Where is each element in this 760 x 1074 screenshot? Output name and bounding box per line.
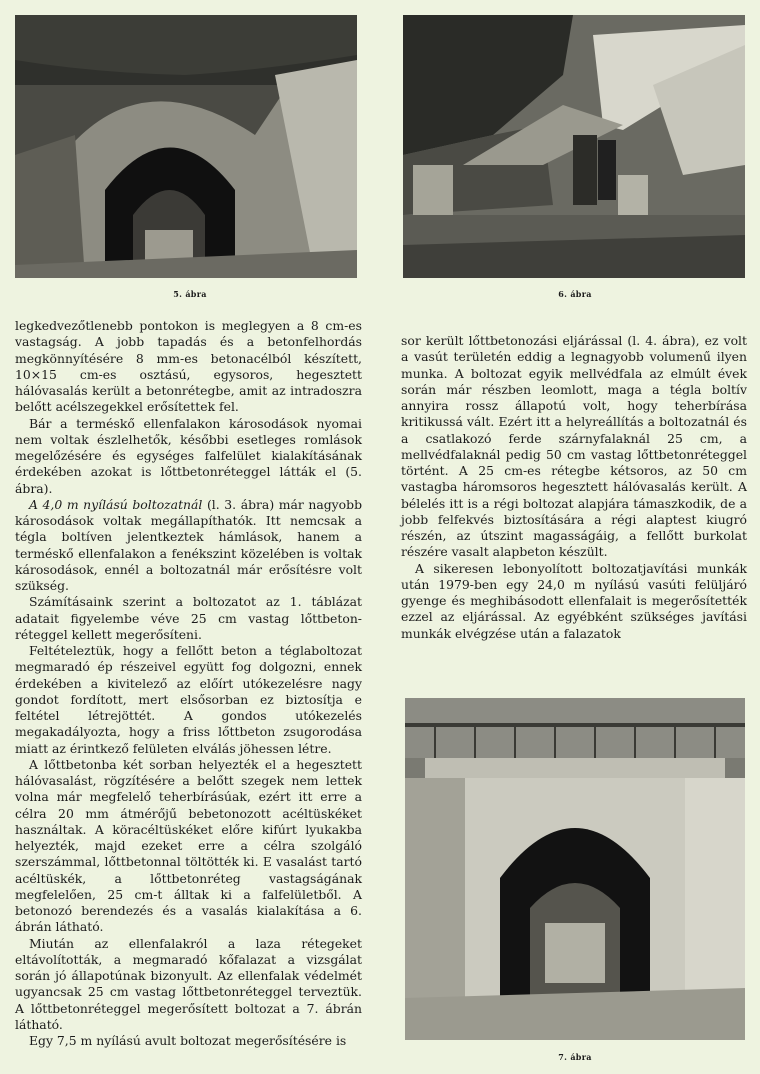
right-text-column	[401, 333, 747, 642]
paragraph: A lőttbetonba két sorban helyezték el a hegesztett hálóvasalást, rögzítésére a belőtt szegek nem lettek volna már megfelelő teherbírásúak, ezért itt erre a célra 20 mm átmérőjű bebetonozott acéltüskéket használtak. A köracéltüskéket előre kifúrt lyukakba helyezték, majd ezeket erre a célra szolgáló szerszámmal, lőttbetonnal töltötték ki. E vasalást tartó acéltüskék, a lőttbetonréteg vastagságának megfelelően, 25 cm-t álltak ki a falfelületből. A betonozó berendezés és a vasalás kialakítása a 6. ábrán látható.	[15, 756, 362, 935]
figure-7-photo	[405, 698, 745, 1040]
paragraph: legkedvezőtlenebb pontokon is meglegyen a 8 cm-es vastagság. A jobb tapadás és a betonfelhordás megkönnyítésére 8 mm-es betonacélból készített, 10×15 cm-es osztású, egysoros, hegesztett hálóvasalás került a betonrétegbe, amit az intradoszra belőtt acélszegekkel erősítettek fel.	[15, 318, 362, 415]
paragraph: Feltételeztük, hogy a fellőtt beton a téglaboltozat megmaradó ép részeivel együtt fog dolgozni, ennek érdekében a kivitelező az előírt utókezelésre nagy gondot fordított, mert elsősorban ez biztosítja e feltétel létrejöttét. A gondos utókezelés megakadályozta, hogy a friss lőttbeton zsugorodása miatt az érintkező felületen elválás jöhessen létre.	[15, 643, 362, 756]
left-text-column	[15, 318, 362, 1049]
figure-5-photo	[15, 15, 357, 278]
figure-6-photo	[403, 15, 745, 278]
figure-5-caption: 5. ábra	[173, 289, 207, 299]
paragraph: Bár a terméskő ellenfalakon károsodások nyomai nem voltak észlelhetők, későbbi esetleges romlások megelőzésére és egységes falfelület kialakításának érdekében azokat is lőttbetonréteggel látták el (5. ábra).	[15, 415, 362, 496]
paragraph-body: (l. 3. ábra) már nagyobb károsodások voltak megállapíthatók. Itt nemcsak a tégla boltíven jelentkeztek hámlások, hanem a terméskő ellenfalakon a fenékszint közelében is voltak károsodások, ennél a boltozatnál már erősítésre volt szükség.	[15, 496, 362, 593]
paragraph	[15, 497, 362, 595]
figure-7-caption: 7. ábra	[558, 1052, 592, 1062]
figure-6-caption: 6. ábra	[558, 289, 592, 299]
italic-lead: A 4,0 m nyílású boltozatnál	[29, 496, 203, 512]
paragraph: Számításaink szerint a boltozatot az 1. táblázat adatait figyelembe véve 25 cm vastag lőttbeton-réteggel kellett megerősíteni.	[15, 594, 362, 642]
paragraph: sor került lőttbetonozási eljárással (l. 4. ábra), ez volt a vasút területén eddig a legnagyobb volumenű ilyen munka. A boltozat egyik mellvédfala az elmúlt évek során már részben leomlott, maga a tégla boltív annyira rossz állapotú volt, hogy teherbírása kritikussá vált. Ezért itt a helyreállítás a boltozatnál és a csatlakozó ferde szárnyfalaknál 25 cm, a mellvédfalaknál pedig 50 cm vastag lőttbetonréteggel történt. A 25 cm-es rétegbe kétsoros, az 50 cm vastagba háromsoros hegesztett hálóvasalás került. A bélelés itt is a régi boltozat alapjára támaszkodik, de a jobb felfekvés biztosítására a régi alaptest kiugró részén, az útszint magasságáig, a fellőtt burkolat részére vasalt alapbeton készült.	[401, 333, 747, 560]
paragraph: Miután az ellenfalakról a laza rétegeket eltávolították, a megmaradó kőfalazat a vizsgálat során jó állapotúnak bizonyult. Az ellenfalak védelmét ugyancsak 25 cm vastag lőttbetonréteggel terveztük. A lőttbetonréteggel megerősített boltozat a 7. ábrán látható.	[15, 935, 362, 1032]
paragraph: A sikeresen lebonyolított boltozatjavítási munkák után 1979-ben egy 24,0 m nyílású vasúti felüljáró gyenge és meghibásodott ellenfalait is megerősítették ezzel az eljárással. Az egyébként szükséges javítási munkák elvégzése után a falazatok	[401, 560, 747, 641]
paragraph: Egy 7,5 m nyílású avult boltozat megerősítésére is	[29, 1033, 347, 1048]
